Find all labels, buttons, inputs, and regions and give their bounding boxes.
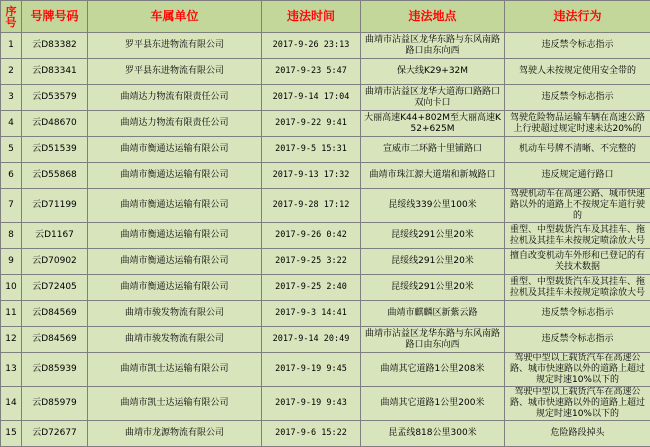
cell-place: 曲靖市珠江源大道瑞和新城路口 xyxy=(361,163,505,189)
cell-place: 昆绥线291公里20米 xyxy=(361,275,505,301)
cell-no: 14 xyxy=(1,387,22,421)
cell-plate: 云D83382 xyxy=(22,33,88,59)
cell-time: 2017-9-25 3:22 xyxy=(262,249,361,275)
table-row xyxy=(1,327,650,353)
cell-unit: 曲靖市凯士达运输有限公司 xyxy=(88,353,262,387)
cell-act: 驾驶中型以上载货汽车在高速公路、城市快速路以外的道路上超过规定时速10%以下的 xyxy=(505,353,650,387)
header-plate: 号牌号码 xyxy=(22,1,88,33)
cell-plate: 云D70902 xyxy=(22,249,88,275)
table-row xyxy=(1,353,650,387)
table-row xyxy=(1,163,650,189)
cell-time: 2017-9-28 17:12 xyxy=(262,189,361,223)
cell-time: 2017-9-5 15:31 xyxy=(262,137,361,163)
header-place: 违法地点 xyxy=(361,1,505,33)
header-act: 违法行为 xyxy=(505,1,650,33)
cell-no: 12 xyxy=(1,327,22,353)
cell-place: 曲靖其它道路1公里208米 xyxy=(361,353,505,387)
table-row xyxy=(1,189,650,223)
table-row xyxy=(1,137,650,163)
cell-act: 违反规定通行路口 xyxy=(505,163,650,189)
table-row xyxy=(1,421,650,447)
cell-time: 2017-9-19 9:45 xyxy=(262,353,361,387)
cell-place: 昆绥线339公里100米 xyxy=(361,189,505,223)
header-row xyxy=(1,1,650,33)
cell-plate: 云D85939 xyxy=(22,353,88,387)
cell-no: 3 xyxy=(1,85,22,111)
cell-act: 机动车号牌不清晰、不完整的 xyxy=(505,137,650,163)
cell-no: 6 xyxy=(1,163,22,189)
cell-act: 驾驶中型以上载货汽车在高速公路、城市快速路以外的道路上超过规定时速10%以下的 xyxy=(505,387,650,421)
header-no: 序号 xyxy=(1,1,22,33)
cell-unit: 罗平县东进物流有限公司 xyxy=(88,33,262,59)
cell-plate: 云D72405 xyxy=(22,275,88,301)
cell-place: 曲靖市麒麟区新紫云路 xyxy=(361,301,505,327)
table-row xyxy=(1,59,650,85)
cell-unit: 曲靖达力物流有限责任公司 xyxy=(88,111,262,137)
cell-time: 2017-9-6 15:22 xyxy=(262,421,361,447)
cell-no: 5 xyxy=(1,137,22,163)
cell-place: 保大线K29+32M xyxy=(361,59,505,85)
cell-unit: 曲靖市衡通达运输有限公司 xyxy=(88,275,262,301)
table-row xyxy=(1,33,650,59)
cell-time: 2017-9-26 23:13 xyxy=(262,33,361,59)
cell-unit: 曲靖达力物流有限责任公司 xyxy=(88,85,262,111)
cell-time: 2017-9-19 9:43 xyxy=(262,387,361,421)
cell-place: 昆孟线818公里300米 xyxy=(361,421,505,447)
cell-no: 11 xyxy=(1,301,22,327)
cell-no: 15 xyxy=(1,421,22,447)
cell-unit: 曲靖市龙源物流有限公司 xyxy=(88,421,262,447)
cell-no: 7 xyxy=(1,189,22,223)
cell-plate: 云D1167 xyxy=(22,223,88,249)
cell-plate: 云D71199 xyxy=(22,189,88,223)
cell-place: 昆绥线291公里20米 xyxy=(361,249,505,275)
cell-unit: 曲靖市衡通达运输有限公司 xyxy=(88,189,262,223)
cell-act: 重型、中型载货汽车及其挂车、拖拉机及其挂车未按规定喷涂放大号 xyxy=(505,275,650,301)
cell-no: 1 xyxy=(1,33,22,59)
cell-no: 10 xyxy=(1,275,22,301)
cell-act: 违反禁令标志指示 xyxy=(505,33,650,59)
cell-no: 2 xyxy=(1,59,22,85)
cell-act: 擅自改变机动车外形和已登记的有关技术数据 xyxy=(505,249,650,275)
cell-unit: 曲靖市衡通达运输有限公司 xyxy=(88,137,262,163)
cell-no: 8 xyxy=(1,223,22,249)
cell-plate: 云D55868 xyxy=(22,163,88,189)
cell-time: 2017-9-14 17:04 xyxy=(262,85,361,111)
cell-place: 大丽高速K44+802M至大丽高速K52+625M xyxy=(361,111,505,137)
cell-place: 曲靖其它道路1公里200米 xyxy=(361,387,505,421)
cell-unit: 曲靖市骏发物流有限公司 xyxy=(88,327,262,353)
table-row xyxy=(1,387,650,421)
cell-place: 曲靖市沾益区龙华东路与东风南路路口由东向西 xyxy=(361,33,505,59)
cell-plate: 云D53579 xyxy=(22,85,88,111)
cell-place: 昆绥线291公里20米 xyxy=(361,223,505,249)
cell-unit: 曲靖市衡通达运输有限公司 xyxy=(88,163,262,189)
cell-plate: 云D72677 xyxy=(22,421,88,447)
cell-act: 驾驶危险物品运输车辆在高速公路上行驶超过规定时速未达20%的 xyxy=(505,111,650,137)
cell-act: 危险路段掉头 xyxy=(505,421,650,447)
cell-time: 2017-9-13 17:32 xyxy=(262,163,361,189)
cell-time: 2017-9-26 0:42 xyxy=(262,223,361,249)
cell-act: 驾驶机动车在高速公路、城市快速路以外的道路上不按规定车道行驶的 xyxy=(505,189,650,223)
cell-unit: 曲靖市衡通达运输有限公司 xyxy=(88,249,262,275)
cell-plate: 云D48670 xyxy=(22,111,88,137)
cell-place: 曲靖市沾益区龙华大道海口路路口双向卡口 xyxy=(361,85,505,111)
table-row xyxy=(1,301,650,327)
cell-unit: 曲靖市骏发物流有限公司 xyxy=(88,301,262,327)
cell-plate: 云D84569 xyxy=(22,327,88,353)
table-row xyxy=(1,223,650,249)
cell-no: 9 xyxy=(1,249,22,275)
cell-time: 2017-9-23 5:47 xyxy=(262,59,361,85)
cell-place: 曲靖市沾益区龙华东路与东风南路路口由东向西 xyxy=(361,327,505,353)
cell-act: 驾驶人未按规定使用安全带的 xyxy=(505,59,650,85)
header-unit: 车属单位 xyxy=(88,1,262,33)
cell-plate: 云D84569 xyxy=(22,301,88,327)
table-row xyxy=(1,249,650,275)
cell-unit: 曲靖市衡通达运输有限公司 xyxy=(88,223,262,249)
cell-time: 2017-9-14 20:49 xyxy=(262,327,361,353)
cell-unit: 曲靖市凯士达运输有限公司 xyxy=(88,387,262,421)
cell-time: 2017-9-22 9:41 xyxy=(262,111,361,137)
cell-act: 违反禁令标志指示 xyxy=(505,327,650,353)
cell-no: 13 xyxy=(1,353,22,387)
table-row xyxy=(1,111,650,137)
cell-unit: 罗平县东进物流有限公司 xyxy=(88,59,262,85)
table-row xyxy=(1,275,650,301)
cell-plate: 云D83341 xyxy=(22,59,88,85)
cell-plate: 云D85979 xyxy=(22,387,88,421)
header-time: 违法时间 xyxy=(262,1,361,33)
cell-act: 违反禁令标志指示 xyxy=(505,85,650,111)
table-row xyxy=(1,85,650,111)
cell-place: 宣威市二环路十里铺路口 xyxy=(361,137,505,163)
cell-act: 重型、中型载货汽车及其挂车、拖拉机及其挂车未按规定喷涂放大号 xyxy=(505,223,650,249)
cell-plate: 云D51539 xyxy=(22,137,88,163)
cell-act: 违反禁令标志指示 xyxy=(505,301,650,327)
cell-no: 4 xyxy=(1,111,22,137)
cell-time: 2017-9-3 14:41 xyxy=(262,301,361,327)
cell-time: 2017-9-25 2:40 xyxy=(262,275,361,301)
